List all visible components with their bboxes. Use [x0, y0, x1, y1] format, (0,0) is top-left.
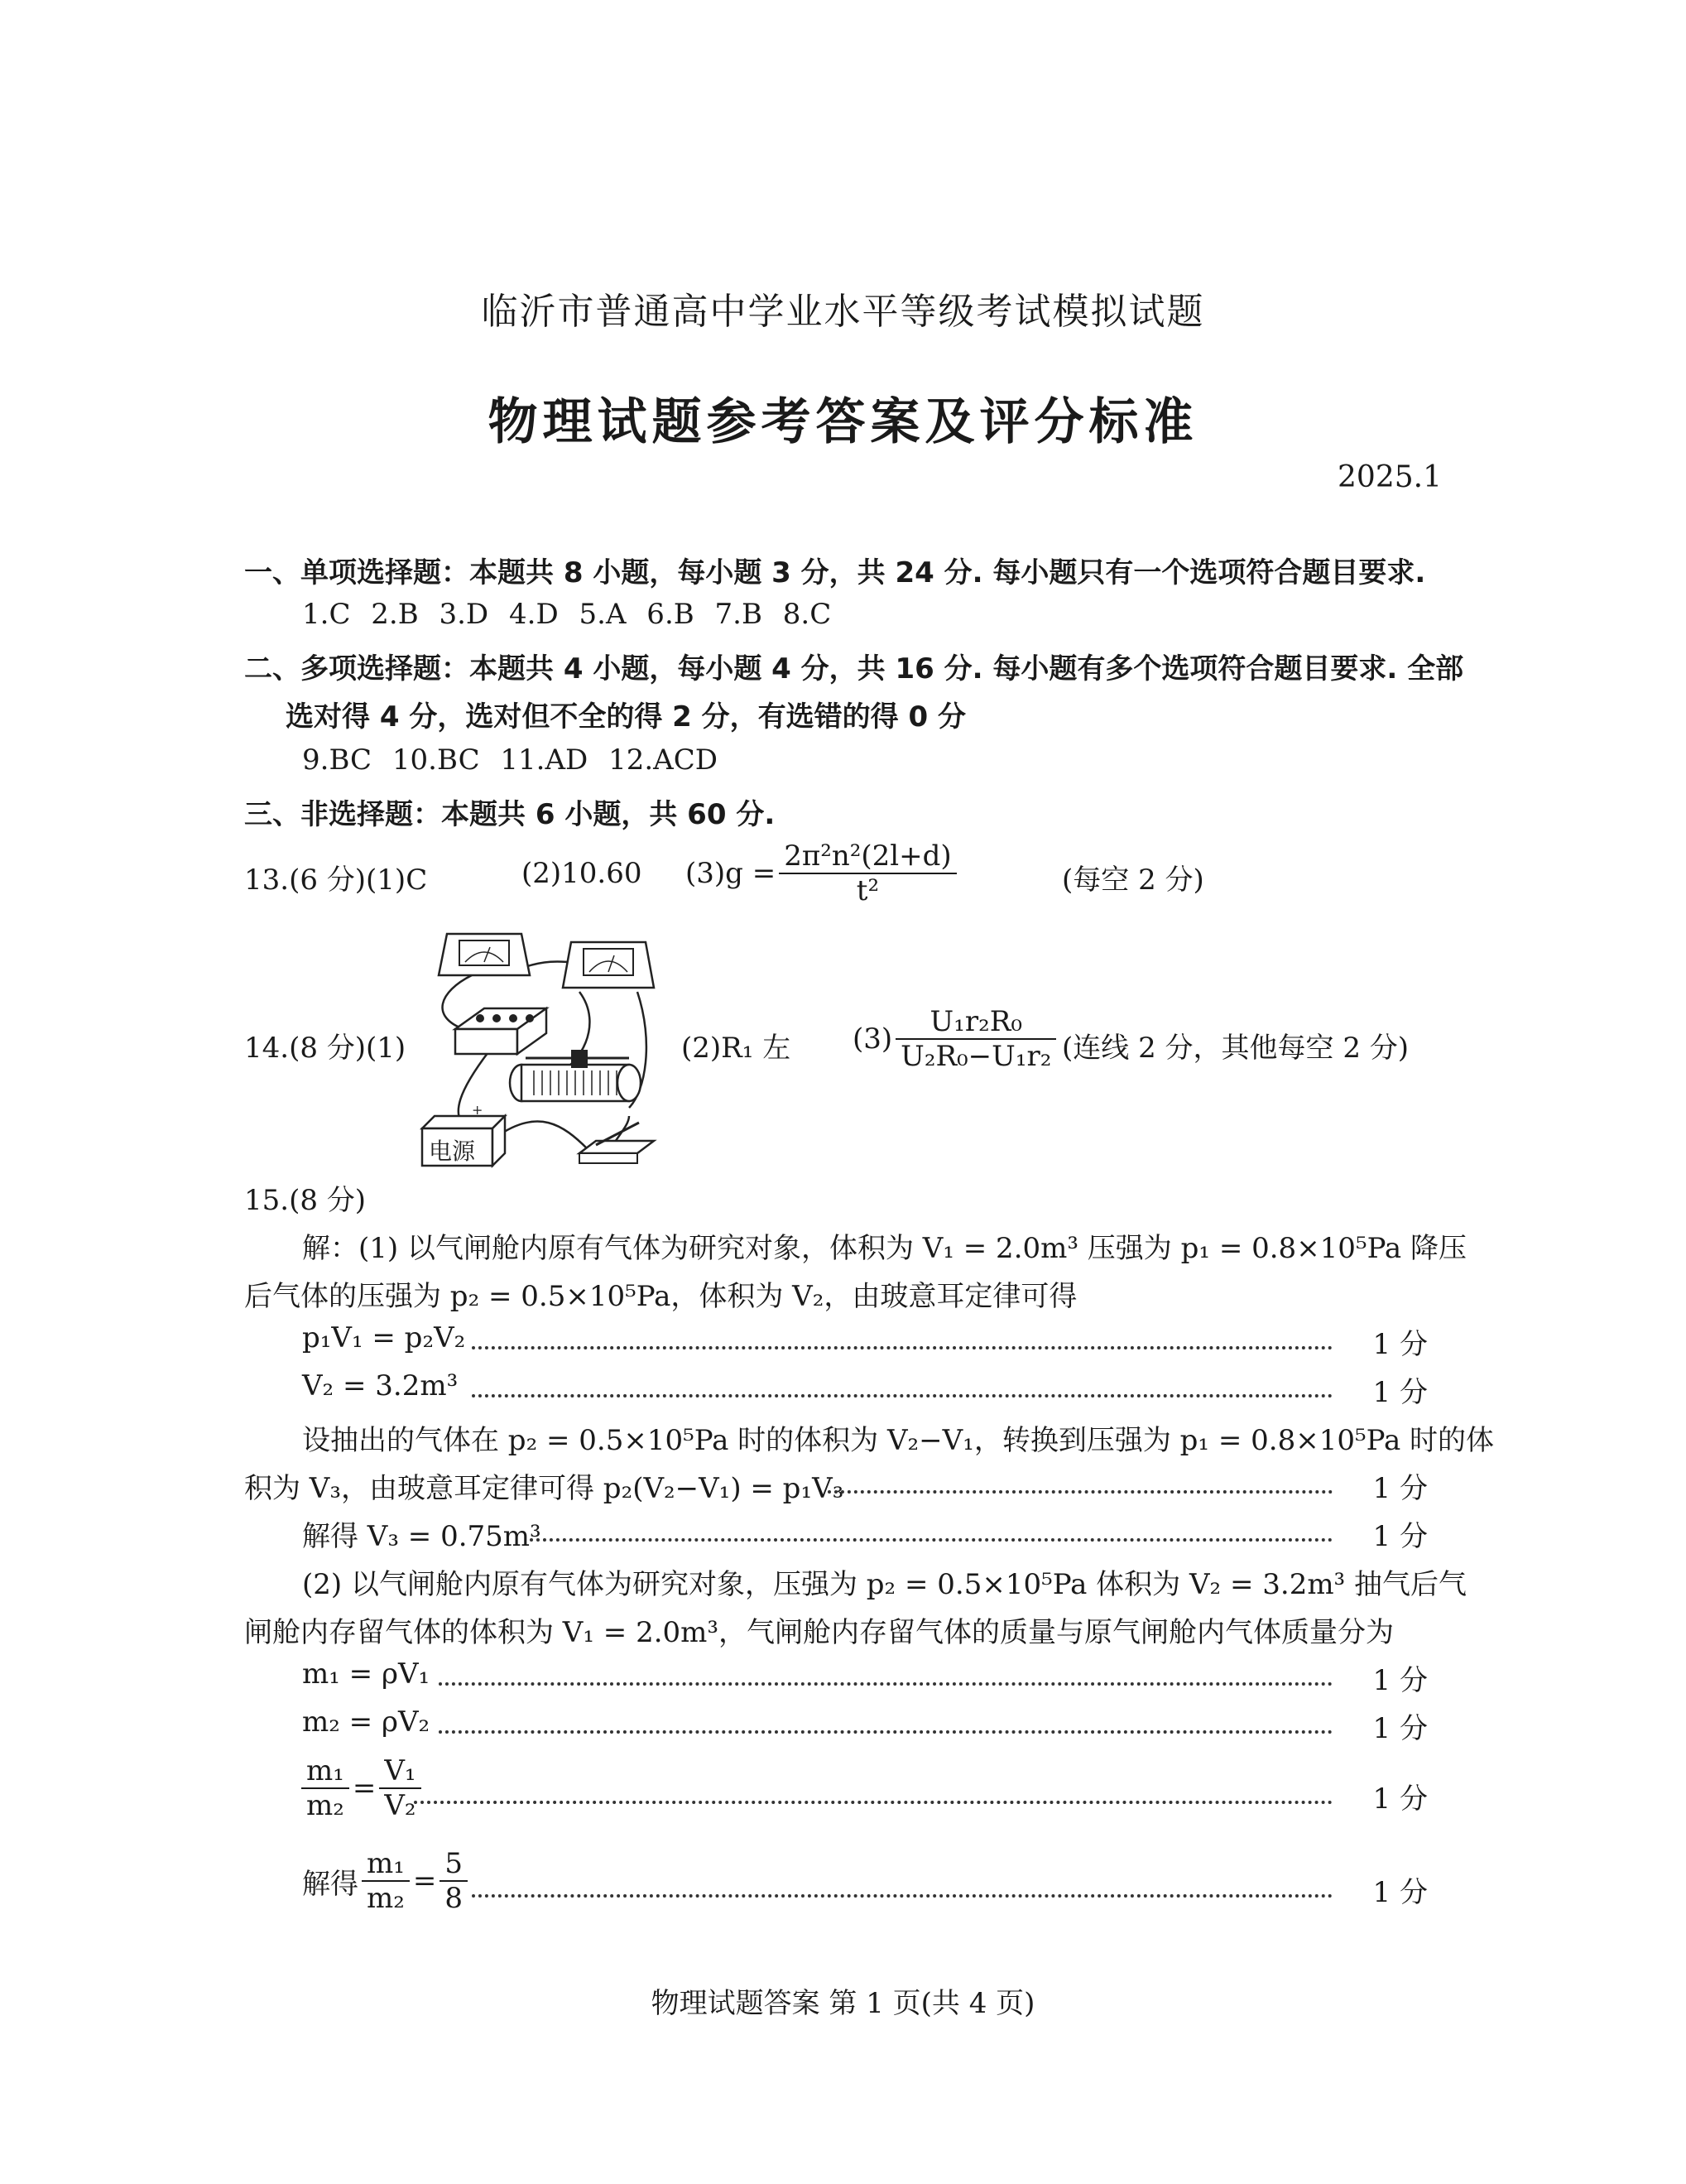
q13-numerator: 2π²n²(2l+d): [784, 839, 952, 873]
q13-note: (每空 2 分): [1062, 863, 1204, 897]
q13-formula: [779, 839, 956, 907]
section1-answers: 1.C 2.B 3.D 4.D 5.A 6.B 7.B 8.C: [302, 598, 832, 631]
q14-label: 14.(8 分)(1): [244, 1032, 406, 1065]
q15-eq6-left-den: m₂: [301, 1787, 349, 1822]
q15-eq7-score: 1 分: [1372, 1876, 1428, 1909]
resistance-box-icon: [455, 1008, 546, 1054]
q13-part3: [685, 836, 960, 911]
section2-heading-line2: 选对得 4 分，选对但不全的得 2 分，有选错的得 0 分: [286, 700, 966, 734]
q13-part2: (2)10.60: [521, 857, 642, 890]
q15-eq4-score: 1 分: [1372, 1664, 1428, 1697]
page-footer: 物理试题答案 第 1 页(共 4 页): [651, 1987, 1035, 2020]
q15-eq2: V₂ = 3.2m³: [302, 1369, 459, 1402]
q15-para2-line2: 积为 V₃，由玻意耳定律可得 p₂(V₂−V₁) = p₁V₃: [244, 1472, 844, 1505]
section1-heading: 一、单项选择题：本题共 8 小题，每小题 3 分，共 24 分. 每小题只有一个选项符合题目要求.: [244, 556, 1426, 589]
q15-eq6-score: 1 分: [1372, 1782, 1428, 1816]
power-supply-label: 电源: [429, 1138, 476, 1165]
voltmeter-2-icon: [563, 942, 654, 988]
q14-part3: [853, 1002, 1059, 1076]
section3-heading: 三、非选择题：本题共 6 小题，共 60 分.: [244, 798, 776, 831]
q15-para3-line1: (2) 以气闸舱内原有气体为研究对象，压强为 p₂ = 0.5×10⁵Pa 体积为 V₂ = 3.2m³ 抽气后气: [302, 1568, 1467, 1601]
leader-dots: [439, 1682, 1333, 1686]
wire: [497, 1121, 588, 1149]
q15-para2-line1: 设抽出的气体在 p₂ = 0.5×10⁵Pa 时的体积为 V₂−V₁，转换到压强为 p₁ = 0.8×10⁵Pa 时的体: [302, 1424, 1495, 1457]
q15-eq1-score: 1 分: [1372, 1328, 1428, 1361]
q15-eq7-right-den: 8: [440, 1880, 468, 1915]
q15-para1-line2: 后气体的压强为 p₂ = 0.5×10⁵Pa，体积为 V₂，由玻意耳定律可得: [244, 1280, 1078, 1313]
q15-label: 15.(8 分): [244, 1184, 367, 1217]
q13-denominator: t²: [779, 873, 956, 907]
q14-note: (连线 2 分，其他每空 2 分): [1062, 1032, 1410, 1065]
q15-eq6-left-num: m₁: [306, 1754, 344, 1787]
leader-dots: [472, 1346, 1333, 1349]
q15-eq6: [298, 1747, 425, 1830]
q14-formula: [896, 1005, 1056, 1073]
q15-eq5: m₂ = ρV₂: [302, 1705, 430, 1739]
q15-para1-line1: 解：(1) 以气闸舱内原有气体为研究对象，体积为 V₁ = 2.0m³ 压强为 p₁ = 0.8×10⁵Pa 降压: [302, 1232, 1467, 1265]
q15-eq2-score: 1 分: [1372, 1376, 1428, 1409]
q15-eq6-left: [301, 1754, 349, 1822]
q15-eq7-right: [440, 1847, 468, 1915]
svg-text:+: +: [472, 1102, 483, 1118]
switch-icon: [579, 1123, 654, 1163]
leader-dots: [472, 1394, 1333, 1397]
q14-part2: (2)R₁ 左: [681, 1032, 791, 1065]
q15-eq7-left-den: m₂: [362, 1880, 410, 1915]
q14-numerator: U₁r₂R₀: [929, 1005, 1022, 1038]
leader-dots: [414, 1801, 1333, 1804]
section2-answers: 9.BC 10.BC 11.AD 12.ACD: [302, 743, 718, 777]
leader-dots: [472, 1894, 1333, 1898]
q15-eq7-left: [362, 1847, 410, 1915]
circuit-diagram: [414, 926, 662, 1174]
q15-eq7-right-num: 5: [444, 1847, 464, 1880]
q15-eq3-score: 1 分: [1372, 1520, 1428, 1553]
q14-part3-prefix: (3): [853, 1022, 893, 1056]
q15-eq1: p₁V₁ = p₂V₂: [302, 1321, 466, 1354]
q15-eq3: 解得 V₃ = 0.75m³: [302, 1520, 541, 1553]
q13-label: 13.(6 分)(1)C: [244, 863, 428, 897]
equals-sign: =: [352, 1772, 377, 1805]
voltmeter-1-icon: [439, 934, 530, 975]
q15-para3-line2: 闸舱内存留气体的体积为 V₁ = 2.0m³，气闸舱内存留气体的质量与原气闸舱内气体质量分为: [244, 1616, 1395, 1649]
q15-eq7: [302, 1840, 471, 1922]
q15-eq6-right: [379, 1754, 420, 1822]
leader-dots: [439, 1730, 1333, 1734]
exam-title: 临沂市普通高中学业水平等级考试模拟试题: [481, 291, 1205, 333]
power-supply-icon: [422, 1102, 505, 1166]
equals-sign: =: [412, 1864, 437, 1898]
q15-para2-score: 1 分: [1372, 1472, 1428, 1505]
q15-eq6-right-den: V₂: [379, 1787, 420, 1822]
q15-eq7-left-num: m₁: [367, 1847, 405, 1880]
q14-denominator: U₂R₀−U₁r₂: [896, 1038, 1056, 1073]
date: 2025.1: [1338, 460, 1442, 494]
rheostat-icon: [510, 1050, 641, 1101]
q15-eq5-score: 1 分: [1372, 1712, 1428, 1745]
leader-dots: [530, 1538, 1333, 1542]
q15-eq6-right-num: V₁: [384, 1754, 416, 1787]
q15-eq7-prefix: 解得: [302, 1867, 358, 1901]
answer-key-title: 物理试题参考答案及评分标准: [488, 393, 1198, 451]
q15-eq4: m₁ = ρV₁: [302, 1657, 430, 1691]
q13-part3-prefix: (3)g =: [685, 857, 776, 890]
section2-heading-line1: 二、多项选择题：本题共 4 小题，每小题 4 分，共 16 分. 每小题有多个选项符合题目要求. 全部: [244, 652, 1464, 686]
leader-dots: [828, 1490, 1333, 1494]
